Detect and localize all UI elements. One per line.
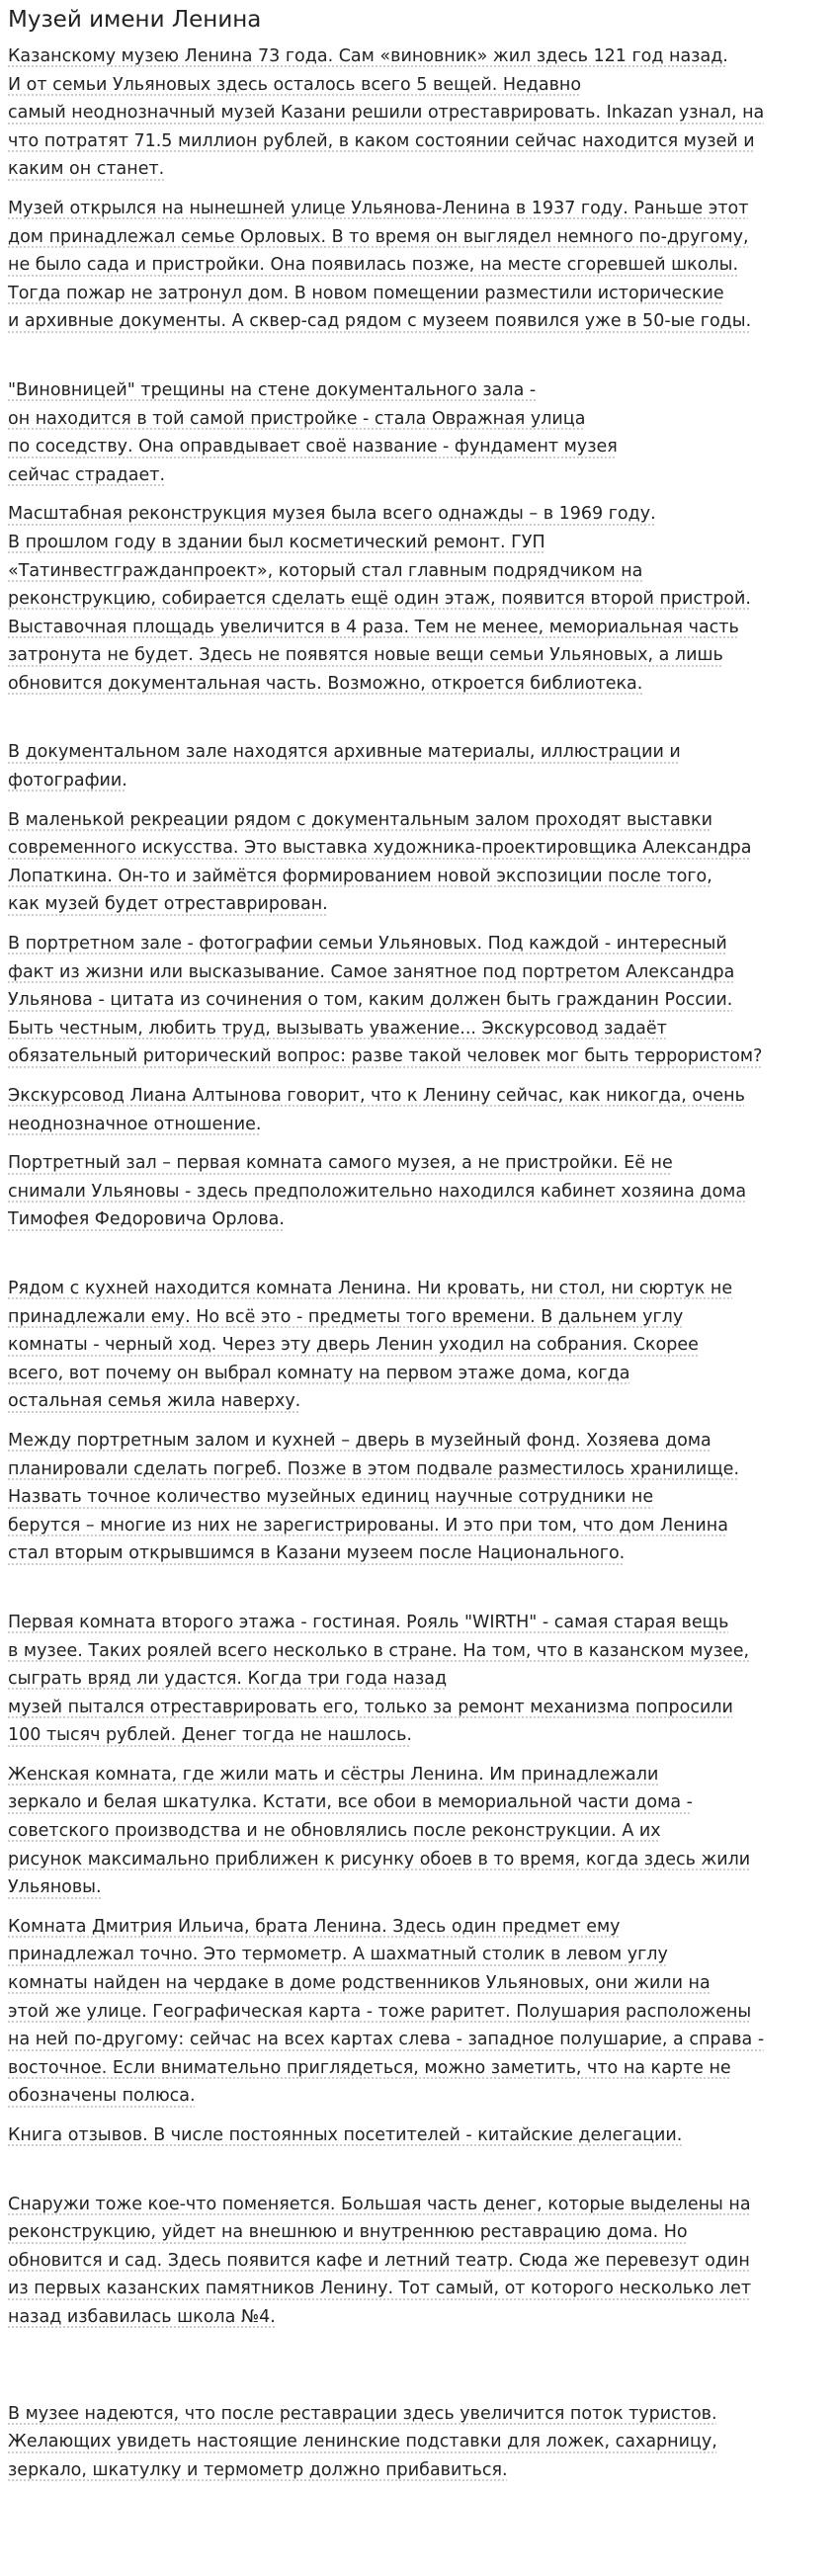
- paragraph-line: В прошлом году в здании был косметический ремонт. ГУП: [8, 532, 545, 552]
- paragraph-line: затронута не будет. Здесь не появятся новые вещи семьи Ульяновых, а лишь: [8, 645, 723, 666]
- paragraph-line: музей пытался отреставрировать его, только за ремонт механизма попросили: [8, 1697, 733, 1717]
- paragraph-line: стал вторым открывшимся в Казани музеем после Национального.: [8, 1543, 626, 1564]
- photo-gap: [8, 347, 829, 376]
- paragraph-line: самый неоднозначный музей Казани решили отреставрировать. Inkazan узнал, на: [8, 103, 765, 124]
- paragraph-line: Экскурсовод Лиана Алтынова говорит, что к Ленину сейчас, как никогда, очень: [8, 1086, 745, 1106]
- paragraph-line: всего, вот почему он выбрал комнату на первом этаже дома, когда: [8, 1363, 630, 1383]
- paragraph-line: обновится документальная часть. Возможно, откроется библиотека.: [8, 673, 643, 694]
- paragraph-line: остальная семья жила наверху.: [8, 1391, 301, 1412]
- paragraph-line: зеркало, шкатулку и термометр должно прибавиться.: [8, 2459, 508, 2480]
- paragraph-line: планировали сделать погреб. Позже в этом подвале разместилось хранилище.: [8, 1458, 740, 1479]
- paragraph-line: и архивные документы. А сквер-сад рядом с музеем появился уже в 50-ые годы.: [8, 311, 752, 332]
- paragraph-line: по соседству. Она оправдывает своё название - фундамент музея: [8, 437, 618, 457]
- paragraph-line: «Татинвестгражданпроект», который стал главным подрядчиком на: [8, 560, 643, 581]
- paragraph-line: что потратят 71.5 миллион рублей, в каком состоянии сейчас находится музей и: [8, 130, 755, 151]
- paragraph-line: он находится в той самой пристройке - стала Овражная улица: [8, 408, 586, 429]
- paragraph-line: факт из жизни или высказывание. Самое занятное под портретом Александра: [8, 961, 735, 982]
- paragraph-line: Рядом с кухней находится комната Ленина. Ни кровать, ни стол, ни сюртук не: [8, 1278, 733, 1298]
- paragraph-guestbook: [8, 2121, 829, 2150]
- paragraph-reconstruction: [8, 500, 829, 698]
- paragraph-line: в музее. Таких роялей всего несколько в стране. На том, что в казанском музее,: [8, 1640, 750, 1661]
- paragraph-line: реконструкцию, уйдет на внешнюю и внутреннюю реставрацию дома. Но: [8, 2222, 688, 2243]
- paragraph-line: принадлежал точно. Это термометр. А шахматный столик в левом углу: [8, 1945, 668, 1965]
- paragraph-guide: [8, 1082, 829, 1138]
- paragraph-line: восточное. Если внимательно приглядеться, можно заметить, что на карте не: [8, 2057, 731, 2078]
- paragraph-line: принадлежали ему. Но всё это - предметы того времени. В дальнем углу: [8, 1306, 684, 1327]
- paragraph-line: реконструкцию, собирается сделать ещё один этаж, появится второй пристрой.: [8, 589, 751, 610]
- paragraph-line: зеркало и белая шкатулка. Кстати, все обои в мемориальной части дома -: [8, 1792, 693, 1813]
- paragraph-line: Лопаткина. Он-то и займётся формированием новой экспозиции после того,: [8, 866, 712, 886]
- photo-gap: [8, 2343, 829, 2400]
- paragraph-line: Тимофея Федоровича Орлова.: [8, 1209, 285, 1230]
- paragraph-line: комнаты найден на чердаке в доме родственников Ульяновых, они жили на: [8, 1973, 711, 1994]
- paragraph-crack: [8, 376, 829, 489]
- article-title: Музей имени Ленина: [8, 7, 262, 33]
- paragraph-line: обязательный риторический вопрос: разве такой человек мог быть террористом?: [8, 1046, 763, 1067]
- paragraph-line: Снаружи тоже кое-что поменяется. Большая часть денег, которые выделены на: [8, 2194, 751, 2214]
- paragraph-line: "Виновницей" трещины на стене документального зала -: [8, 379, 537, 400]
- paragraph-line: Женская комната, где жили мать и сёстры Ленина. Им принадлежали: [8, 1764, 659, 1785]
- paragraph-line: Назвать точное количество музейных единиц научные сотрудники не: [8, 1487, 654, 1508]
- paragraph-dmitry-room: [8, 1913, 829, 2111]
- paragraph-line: В портретном зале - фотографии семьи Ульяновых. Под каждой - интересный: [8, 934, 727, 955]
- paragraph-line: В музее надеются, что после реставрации здесь увеличится поток туристов.: [8, 2403, 717, 2424]
- paragraph-line: неоднозначное отношение.: [8, 1114, 262, 1134]
- paragraph-line: Музей открылся на нынешней улице Ульянова-Ленина в 1937 году. Раньше этот: [8, 198, 749, 218]
- paragraph-line: Быть честным, любить труд, вызывать уважение... Экскурсовод задаёт: [8, 1018, 667, 1039]
- paragraph-line: берутся – многие из них не зарегистрированы. И это при том, что дом Ленина: [8, 1515, 728, 1536]
- paragraph-museum-fund: [8, 1427, 829, 1568]
- paragraph-outside: [8, 2191, 829, 2332]
- photo-gap: [8, 2161, 829, 2191]
- paragraph-womens-room: [8, 1761, 829, 1902]
- article: [0, 6, 837, 2484]
- paragraph-intro: [8, 42, 829, 184]
- paragraph-line: назад избавилась школа №4.: [8, 2306, 276, 2327]
- paragraph-line: 100 тысяч рублей. Денег тогда не нашлось.: [8, 1725, 412, 1746]
- paragraph-line: снимали Ульяновы - здесь предположительно находился кабинет хозяина дома: [8, 1181, 747, 1202]
- paragraph-line: Комната Дмитрия Ильича, брата Ленина. Здесь один предмет ему: [8, 1916, 621, 1937]
- paragraph-line: дом принадлежал семье Орловых. В то время он выглядел немного по-другому,: [8, 226, 749, 247]
- paragraph-first-room: [8, 1149, 829, 1234]
- paragraph-line: комнаты - черный ход. Через эту дверь Ленин уходил на собрания. Скорее: [8, 1335, 699, 1356]
- paragraph-line: советского производства и не обновлялись после реконструкции. А их: [8, 1821, 661, 1842]
- paragraph-line: Казанскому музею Ленина 73 года. Сам «виновник» жил здесь 121 год назад.: [8, 46, 728, 66]
- paragraph-line: Ульянова - цитата из сочинения о том, каким должен быть гражданин России.: [8, 990, 733, 1011]
- paragraph-line: Между портретным залом и кухней – дверь в музейный фонд. Хозяева дома: [8, 1430, 711, 1451]
- paragraph-line: на ней по-другому: сейчас на всех картах слева - западное полушарие, а справа -: [8, 2030, 765, 2050]
- paragraph-line: Портретный зал – первая комната самого музея, а не пристройки. Её не: [8, 1153, 673, 1174]
- paragraph-lenin-room: [8, 1275, 829, 1416]
- paragraph-line: сыграть вряд ли удастся. Когда три года назад: [8, 1669, 448, 1690]
- paragraph-line: современного искусства. Это выставка художника-проектировщика Александра: [8, 838, 752, 859]
- paragraph-line: В маленькой рекреации рядом с документальным залом проходят выставки: [8, 809, 712, 830]
- paragraph-line: Книга отзывов. В числе постоянных посетителей - китайские делегации.: [8, 2125, 683, 2145]
- paragraph-line: И от семьи Ульяновых здесь осталось всего 5 вещей. Недавно: [8, 74, 582, 95]
- paragraph-line: Первая комната второго этажа - гостиная. Рояль "WIRTH" - самая старая вещь: [8, 1612, 729, 1632]
- paragraph-history: [8, 195, 829, 336]
- paragraph-documents-hall: [8, 738, 829, 794]
- photo-gap: [8, 708, 829, 738]
- paragraph-line: Выставочная площадь увеличится в 4 раза. Тем не менее, мемориальная часть: [8, 617, 739, 637]
- paragraph-line: не было сада и пристройки. Она появилась позже, на месте сгоревшей школы.: [8, 255, 739, 276]
- paragraph-line: обновится и сад. Здесь появится кафе и летний театр. Сюда же перевезут один: [8, 2250, 750, 2271]
- paragraph-line: этой же улице. Географическая карта - тоже раритет. Полушария расположены: [8, 2001, 752, 2022]
- paragraph-conclusion: [8, 2400, 829, 2485]
- paragraph-line: В документальном зале находятся архивные материалы, иллюстрации и: [8, 742, 681, 763]
- paragraph-portrait-hall: [8, 930, 829, 1071]
- paragraph-line: Масштабная реконструкция музея была всего однажды – в 1969 году.: [8, 504, 656, 525]
- photo-gap: [8, 1579, 829, 1609]
- paragraph-living-room: [8, 1609, 829, 1750]
- paragraph-line: фотографии.: [8, 771, 127, 791]
- paragraph-line: как музей будет отреставрирован.: [8, 894, 328, 915]
- paragraph-line: рисунок максимально приближен к рисунку обоев в то время, когда здесь жили: [8, 1849, 751, 1870]
- paragraph-exhibition: [8, 806, 829, 919]
- paragraph-line: Ульяновы.: [8, 1877, 102, 1898]
- paragraph-line: Тогда пожар не затронул дом. В новом помещении разместили исторические: [8, 283, 724, 303]
- photo-gap: [8, 1245, 829, 1275]
- paragraph-line: из первых казанских памятников Ленину. Тот самый, от которого несколько лет: [8, 2279, 752, 2299]
- paragraph-line: сейчас страдает.: [8, 464, 166, 485]
- paragraph-line: Желающих увидеть настоящие ленинские подставки для ложек, сахарницу,: [8, 2432, 717, 2452]
- paragraph-line: обозначены полюса.: [8, 2086, 196, 2107]
- paragraph-line: каким он станет.: [8, 159, 165, 180]
